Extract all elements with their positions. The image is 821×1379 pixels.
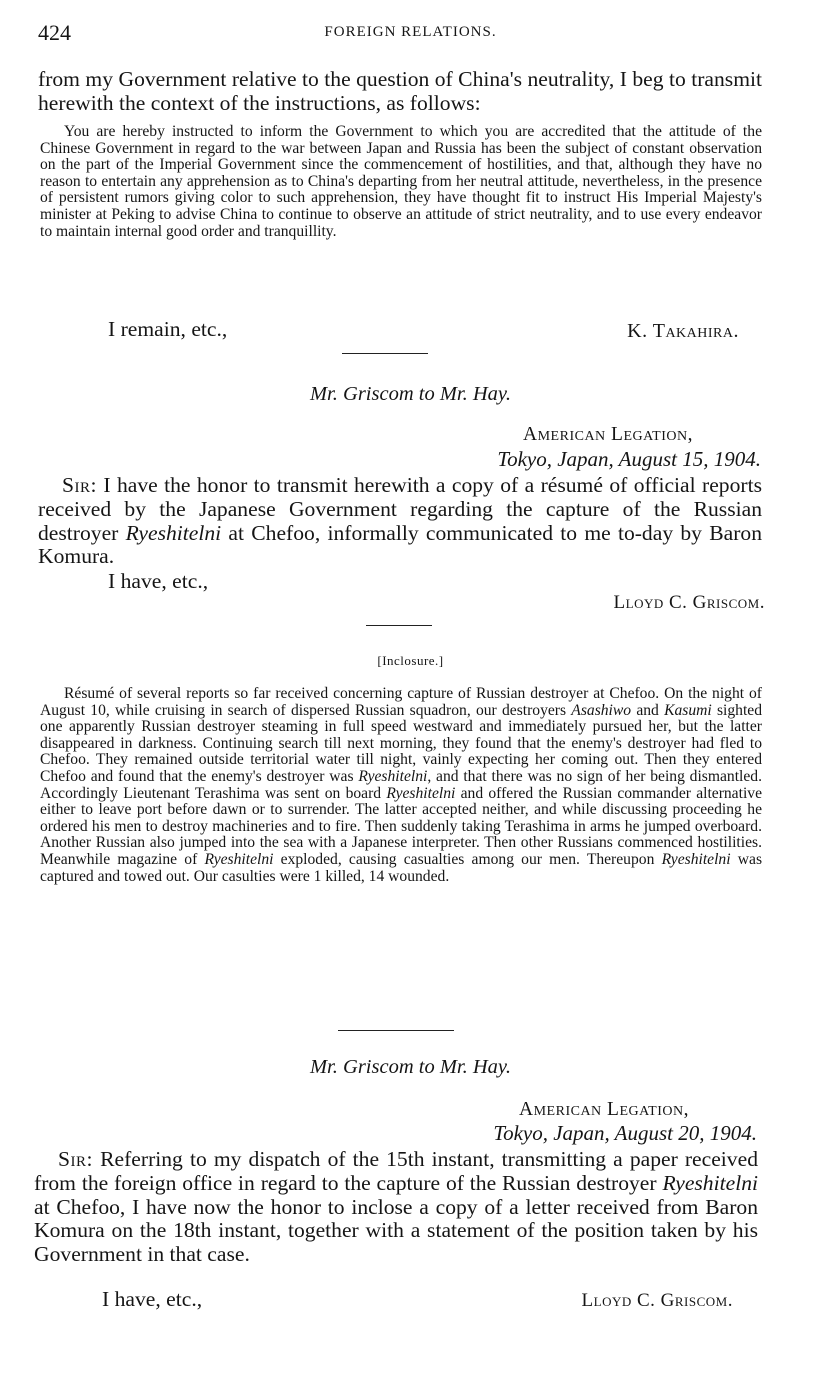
body-text-a: Referring to my dispatch of the 15th instant, transmitting a paper received from the foreign office in regard to the capture of the Russian destroyer: [34, 1147, 758, 1195]
ship-name: Ryeshitelni: [661, 850, 731, 868]
body-text-b: at Chefoo, I have now the honor to inclose a copy of a letter received from Baron Komura on the 18th instant, together with a statement of the position taken by his Government in that case.: [34, 1194, 758, 1267]
letter-title: Mr. Griscom to Mr. Hay.: [309, 1056, 512, 1078]
resume-text: sighted one apparently Russian destroyer steaming in full speed westward and immediately pursued her, but the latter disappeared in darkness. Continuing search till next morning, they found that the enemy's destroyer had fled to Chefoo. They remained outside territorial water till night, vainly expecting her coming out. Then they entered Chefoo and found that the enemy's destroyer was: [40, 701, 763, 785]
ship-name: Kasumi: [664, 701, 712, 719]
letter-body: [34, 1148, 758, 1267]
resume-text: exploded, causing casualties among our men. Thereupon: [273, 850, 662, 868]
ship-name: Ryeshitelni: [662, 1170, 758, 1195]
body-text-b: at Chefoo, informally communicated to me to-day by Baron Komura.: [38, 520, 762, 569]
inclosure-label: [Inclosure.]: [377, 653, 444, 668]
page-number: 424: [38, 20, 71, 45]
resume-text: and offered the Russian commander alternative either to leave port before dawn or to surrender. The latter accepted neither, and while discussing proceeding he ordered his men to destroy machineries and to fire. Then suddenly taking Terashima in arms he jumped overboard. Another Russian also jumped into the sea with a Japanese interpreter. Then other Russians commenced hostilities. Meanwhile magazine of: [40, 784, 762, 868]
signature-griscom: Lloyd C. Griscom.: [581, 1290, 733, 1311]
letter-place: American Legation,: [523, 424, 693, 445]
ship-name: Ryeshitelni: [204, 850, 274, 868]
section-divider: [338, 1030, 454, 1031]
section-divider: [342, 353, 428, 354]
letter-date: Tokyo, Japan, August 15, 1904.: [497, 447, 761, 471]
continuation-paragraph: from my Government relative to the question of China's neutrality, I beg to transmit herewith the context of the instructions, as follows:: [38, 67, 762, 115]
salutation: Sir:: [58, 1147, 94, 1171]
signature-takahira: K. Takahira.: [627, 320, 739, 342]
body-text-a: I have the honor to transmit herewith a copy of a résumé of official reports received by the Japanese Government regarding the capture of the Russian destroyer: [38, 473, 762, 545]
ship-name: Ryeshitelni: [125, 520, 222, 545]
running-head: FOREIGN RELATIONS.: [324, 24, 497, 40]
inclosure-resume: [40, 686, 762, 885]
letter-date: Tokyo, Japan, August 20, 1904.: [493, 1121, 757, 1145]
resume-text: and: [631, 701, 665, 719]
resume-text: was captured and towed out. Our casulties were 1 killed, 14 wounded.: [40, 850, 763, 885]
signature-griscom: Lloyd C. Griscom.: [613, 592, 765, 613]
salutation: Sir:: [62, 473, 98, 497]
letter-place: American Legation,: [519, 1099, 689, 1120]
resume-text: Résumé of several reports so far received concerning capture of Russian destroyer at Chefoo. On the night of August 10, while cruising in search of dispersed Russian squadron, our destroyers: [40, 685, 762, 719]
closing-have: I have, etc.,: [108, 569, 209, 593]
resume-text: , and that there was no sign of her being dismantled. Accordingly Lieutenant Terashima was sent on board: [40, 767, 762, 802]
instructions-quote: You are hereby instructed to inform the Government to which you are accredited that the attitude of the Chinese Government in regard to the war between Japan and Russia has been the subject of constant observation on the part of the Imperial Government since the commencement of hostilities, and that, although they have no reason to entertain any apprehension as to China's departing from her neutral attitude, nevertheless, in the presence of persistent rumors giving color to such apprehension, they have thought fit to instruct His Imperial Majesty's minister at Peking to advise China to continue to observe an attitude of strict neutrality, and to use every endeavor to maintain internal good order and tranquillity.: [40, 123, 762, 240]
closing-have: I have, etc.,: [102, 1287, 203, 1311]
letter-body: [38, 474, 762, 569]
ship-name: Ryeshitelni: [358, 767, 428, 785]
ship-name: Asashiwo: [571, 701, 632, 719]
closing-remain: I remain, etc.,: [108, 317, 228, 341]
letter-title: Mr. Griscom to Mr. Hay.: [309, 383, 512, 405]
ship-name: Ryeshitelni: [386, 784, 456, 802]
page-header: [38, 20, 783, 46]
section-divider: [366, 625, 432, 626]
